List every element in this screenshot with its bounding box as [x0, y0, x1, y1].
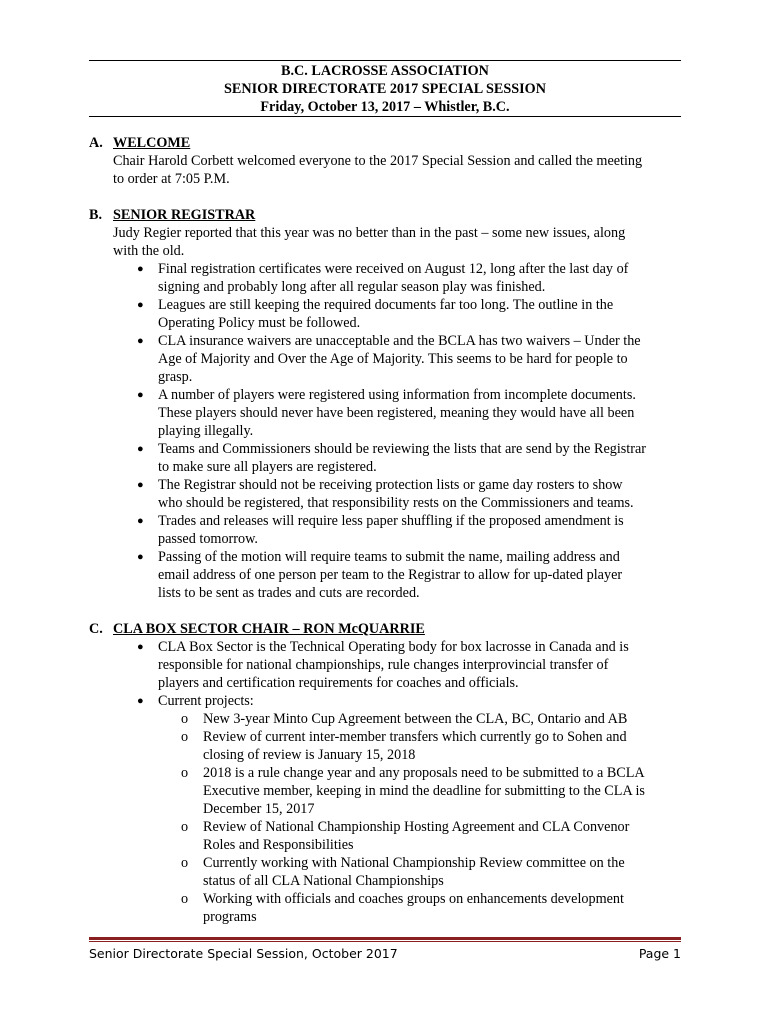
- sub-item-line: Roles and Responsibilities: [203, 837, 354, 853]
- sub-list-item: [181, 890, 689, 926]
- circle-bullet-icon: o: [181, 891, 189, 907]
- bullet-text: [158, 476, 683, 512]
- bullet-line: Passing of the motion will require teams to submit the name, mailing address and: [158, 549, 620, 565]
- current-projects-list: [158, 710, 689, 926]
- bullet-line: These players should never have been registered, meaning they would have all been: [158, 405, 635, 421]
- cla-bullet-list: [89, 638, 689, 926]
- sub-item-line: Executive member, keeping in mind the deadline for submitting to the CLA is: [203, 783, 645, 799]
- section-title: CLA BOX SECTOR CHAIR – RON McQUARRIE: [113, 621, 425, 637]
- bullet-icon: ●: [137, 263, 144, 275]
- bullet-line: to make sure all players are registered.: [158, 459, 377, 475]
- bullet-line: CLA Box Sector is the Technical Operating body for box lacrosse in Canada and is: [158, 639, 629, 655]
- bullet-text: [158, 512, 683, 548]
- bullet-line: A number of players were registered using information from incomplete documents.: [158, 387, 636, 403]
- bullet-line: CLA insurance waivers are unacceptable and the BCLA has two waivers – Under the: [158, 333, 641, 349]
- bullet-line: players and certification requirements for coaches and officials.: [158, 675, 519, 691]
- list-item: [137, 260, 689, 296]
- bullet-line: Age of Majority and Over the Age of Majority. This seems to be hard for people to: [158, 351, 628, 367]
- bullet-icon: ●: [137, 479, 144, 491]
- bullet-text: Current projects:: [158, 693, 254, 709]
- section-paragraph: [89, 224, 683, 260]
- list-item: [137, 692, 689, 926]
- bullet-line: email address of one person per team to the Registrar to allow for up-dated player: [158, 567, 623, 583]
- list-item: [137, 476, 689, 512]
- sub-item-line: New 3-year Minto Cup Agreement between the CLA, BC, Ontario and AB: [203, 711, 628, 727]
- section-cla-box-sector-chair: [89, 620, 689, 926]
- bullet-line: Final registration certificates were received on August 12, long after the last day of: [158, 261, 629, 277]
- paragraph-line: with the old.: [113, 243, 185, 259]
- section-heading: [89, 206, 689, 224]
- section-letter: B.: [89, 207, 103, 223]
- circle-bullet-icon: o: [181, 819, 189, 835]
- bullet-line: lists to be sent as trades and cuts are recorded.: [158, 585, 420, 601]
- bullet-line: Leagues are still keeping the required documents far too long. The outline in the: [158, 297, 614, 313]
- sub-item-line: programs: [203, 909, 257, 925]
- sub-item-line: Working with officials and coaches groups on enhancements development: [203, 891, 624, 907]
- list-item: [137, 512, 689, 548]
- list-item: [137, 638, 689, 692]
- section-paragraph: [89, 152, 683, 188]
- section-heading: [89, 134, 689, 152]
- sub-list-item: [181, 818, 689, 854]
- circle-bullet-icon: o: [181, 765, 189, 781]
- sub-item-line: closing of review is January 15, 2018: [203, 747, 416, 763]
- section-letter: A.: [89, 135, 103, 151]
- sub-item-text: [203, 710, 681, 728]
- sub-item-line: 2018 is a rule change year and any proposals need to be submitted to a BCLA: [203, 765, 645, 781]
- bullet-icon: ●: [137, 551, 144, 563]
- section-heading: [89, 620, 689, 638]
- sub-list-item: [181, 728, 689, 764]
- bullet-icon: ●: [137, 515, 144, 527]
- paragraph-line: Chair Harold Corbett welcomed everyone to the 2017 Special Session and called the meeting: [113, 153, 643, 169]
- bullet-line: responsible for national championships, rule changes interprovincial transfer of: [158, 657, 609, 673]
- header-date-location: Friday, October 13, 2017 – Whistler, B.C.: [260, 99, 510, 115]
- sub-item-line: Review of current inter-member transfers which currently go to Sohen and: [203, 729, 627, 745]
- bullet-text: [158, 296, 683, 332]
- sub-list-item: [181, 854, 689, 890]
- sub-item-text: [203, 764, 681, 818]
- bullet-icon: ●: [137, 443, 144, 455]
- bullet-text: [158, 386, 683, 440]
- list-item: [137, 296, 689, 332]
- header-bottom-rule: [89, 116, 681, 117]
- paragraph-line: Judy Regier reported that this year was no better than in the past – some new issues, along: [113, 225, 626, 241]
- list-item: [137, 386, 689, 440]
- footer-rule: [89, 937, 681, 940]
- bullet-line: who should be registered, that responsibility rests on the Commissioners and teams.: [158, 495, 634, 511]
- paragraph-line: to order at 7:05 P.M.: [113, 171, 230, 187]
- sub-item-line: status of all CLA National Championships: [203, 873, 444, 889]
- bullet-icon: ●: [137, 299, 144, 311]
- section-title: WELCOME: [113, 135, 191, 151]
- bullet-line: playing illegally.: [158, 423, 254, 439]
- section-senior-registrar: [89, 206, 689, 602]
- bullet-text: [158, 440, 683, 476]
- footer-document-title: Senior Directorate Special Session, October 2017: [89, 946, 398, 961]
- bullet-icon: ●: [137, 335, 144, 347]
- footer-page-number: Page 1: [638, 946, 681, 961]
- document-header: [89, 62, 681, 116]
- bullet-text: [158, 548, 683, 602]
- circle-bullet-icon: o: [181, 711, 189, 727]
- sub-item-line: Review of National Championship Hosting Agreement and CLA Convenor: [203, 819, 630, 835]
- section-title: SENIOR REGISTRAR: [113, 207, 256, 223]
- bullet-line: The Registrar should not be receiving protection lists or game day rosters to show: [158, 477, 623, 493]
- list-item: [137, 548, 689, 602]
- sub-item-text: [203, 728, 681, 764]
- section-welcome: [89, 134, 689, 188]
- bullet-text: [158, 638, 683, 692]
- sub-item-text: [203, 854, 681, 890]
- bullet-icon: ●: [137, 695, 144, 707]
- sub-item-text: [203, 890, 681, 926]
- list-item: [137, 332, 689, 386]
- bullet-line: signing and probably long after all regular season play was finished.: [158, 279, 546, 295]
- list-item: [137, 440, 689, 476]
- header-top-rule: [89, 60, 681, 61]
- sub-list-item: [181, 764, 689, 818]
- bullet-line: grasp.: [158, 369, 193, 385]
- bullet-text: [158, 260, 683, 296]
- sub-item-line: December 15, 2017: [203, 801, 315, 817]
- bullet-line: Teams and Commissioners should be reviewing the lists that are send by the Registrar: [158, 441, 646, 457]
- header-org-name: B.C. LACROSSE ASSOCIATION: [281, 63, 489, 79]
- bullet-icon: ●: [137, 389, 144, 401]
- sub-item-line: Currently working with National Championship Review committee on the: [203, 855, 625, 871]
- bullet-text: [158, 332, 683, 386]
- footer-rule-thin: [89, 941, 681, 942]
- circle-bullet-icon: o: [181, 729, 189, 745]
- sub-item-text: [203, 818, 681, 854]
- registrar-bullet-list: [89, 260, 689, 602]
- header-session-title: SENIOR DIRECTORATE 2017 SPECIAL SESSION: [224, 81, 546, 97]
- bullet-icon: ●: [137, 641, 144, 653]
- sub-list-item: [181, 710, 689, 728]
- bullet-line: Trades and releases will require less paper shuffling if the proposed amendment is: [158, 513, 624, 529]
- bullet-line: passed tomorrow.: [158, 531, 258, 547]
- bullet-line: Operating Policy must be followed.: [158, 315, 361, 331]
- circle-bullet-icon: o: [181, 855, 189, 871]
- minutes-body: [89, 134, 689, 944]
- section-letter: C.: [89, 621, 103, 637]
